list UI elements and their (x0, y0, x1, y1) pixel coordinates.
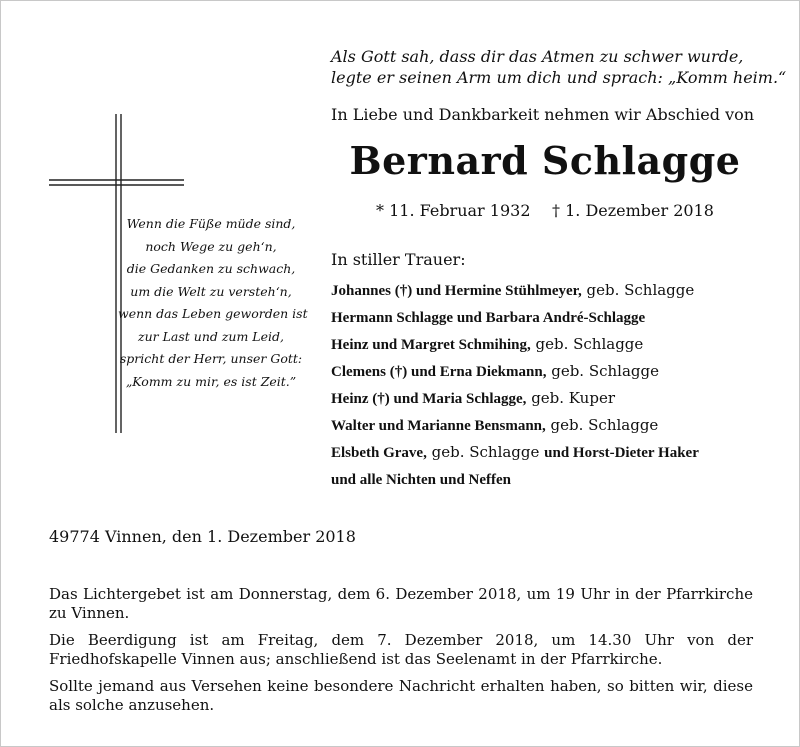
poem-line: um die Welt zu versteh‘n, (130, 283, 292, 299)
mourner-entry (331, 277, 699, 304)
mourner-names: und alle Nichten und Neffen (331, 472, 512, 488)
mourner-entry (331, 358, 699, 385)
verse-line: legte er seinen Arm um dich und sprach: „Komm heim.“ (331, 68, 787, 87)
funeral-notice: Die Beerdigung ist am Freitag, dem 7. Dezember 2018, um 14.30 Uhr von der Friedhofskapelle Vinnen aus; anschließend ist das Seelenamt in der Pfarrkirche. (49, 631, 753, 668)
mourner-names: Elsbeth Grave, (331, 445, 427, 461)
mourner-birth-name: geb. Schlagge (530, 335, 644, 353)
poem-line: noch Wege zu geh‘n, (145, 238, 277, 254)
poem-line: die Gedanken zu schwach, (126, 261, 296, 276)
mourner-birth-name: geb. Schlagge (545, 416, 659, 434)
mourner-names: Heinz und Margret Schmihing, (331, 337, 531, 353)
poem-line: wenn das Leben geworden ist (118, 306, 308, 321)
mourner-entry (331, 412, 699, 439)
verse-line: Als Gott sah, dass dir das Atmen zu schwer wurde, (331, 47, 744, 66)
prayer-notice: Das Lichtergebet ist am Donnerstag, dem 6. Dezember 2018, um 19 Uhr in der Pfarrkirche zu Vinnen. (49, 585, 753, 622)
poem-line: „Komm zu mir, es ist Zeit.” (125, 373, 297, 389)
mourner-birth-name: geb. Kuper (526, 389, 615, 407)
place-and-date: 49774 Vinnen, den 1. Dezember 2018 (49, 527, 356, 546)
mourner-names: Hermann Schlagge und Barbara André-Schlagge (331, 310, 646, 326)
mourner-birth-name: geb. Schlagge (546, 362, 659, 380)
opening-verse (331, 46, 786, 88)
mourner-birth-name: geb. Schlagge (426, 443, 545, 461)
mourner-entry (331, 304, 699, 331)
poem (118, 213, 308, 393)
mourner-entry (331, 331, 699, 358)
mourner-birth-name: geb. Schlagge (581, 281, 695, 299)
mourner-entry (331, 439, 699, 466)
poem-line: spricht der Herr, unser Gott: (119, 351, 303, 366)
service-notes (49, 585, 753, 723)
notification-notice: Sollte jemand aus Versehen keine besondere Nachricht erhalten haben, so bitten wir, diese als solche anzusehen. (49, 677, 753, 714)
mourner-names: Clemens (†) und Erna Diekmann, (331, 364, 547, 380)
deceased-name: Bernard Schlagge (349, 138, 741, 183)
mourners-heading: In stiller Trauer: (331, 250, 466, 269)
mourners-list (331, 277, 699, 493)
mourner-entry (331, 385, 699, 412)
mourner-entry (331, 466, 699, 493)
death-date: † 1. Dezember 2018 (552, 201, 714, 220)
mourner-names: Heinz (†) und Maria Schlagge, (331, 391, 527, 407)
poem-line: Wenn die Füße müde sind, (126, 216, 296, 231)
birth-date: * 11. Februar 1932 (376, 201, 531, 220)
poem-line: zur Last und zum Leid, (138, 328, 284, 344)
mourner-partner: und Horst-Dieter Haker (544, 445, 699, 461)
mourner-names: Walter und Marianne Bensmann, (331, 418, 546, 434)
mourner-names: Johannes (†) und Hermine Stühlmeyer, (331, 283, 582, 299)
farewell-intro: In Liebe und Dankbarkeit nehmen wir Abschied von (331, 105, 755, 124)
